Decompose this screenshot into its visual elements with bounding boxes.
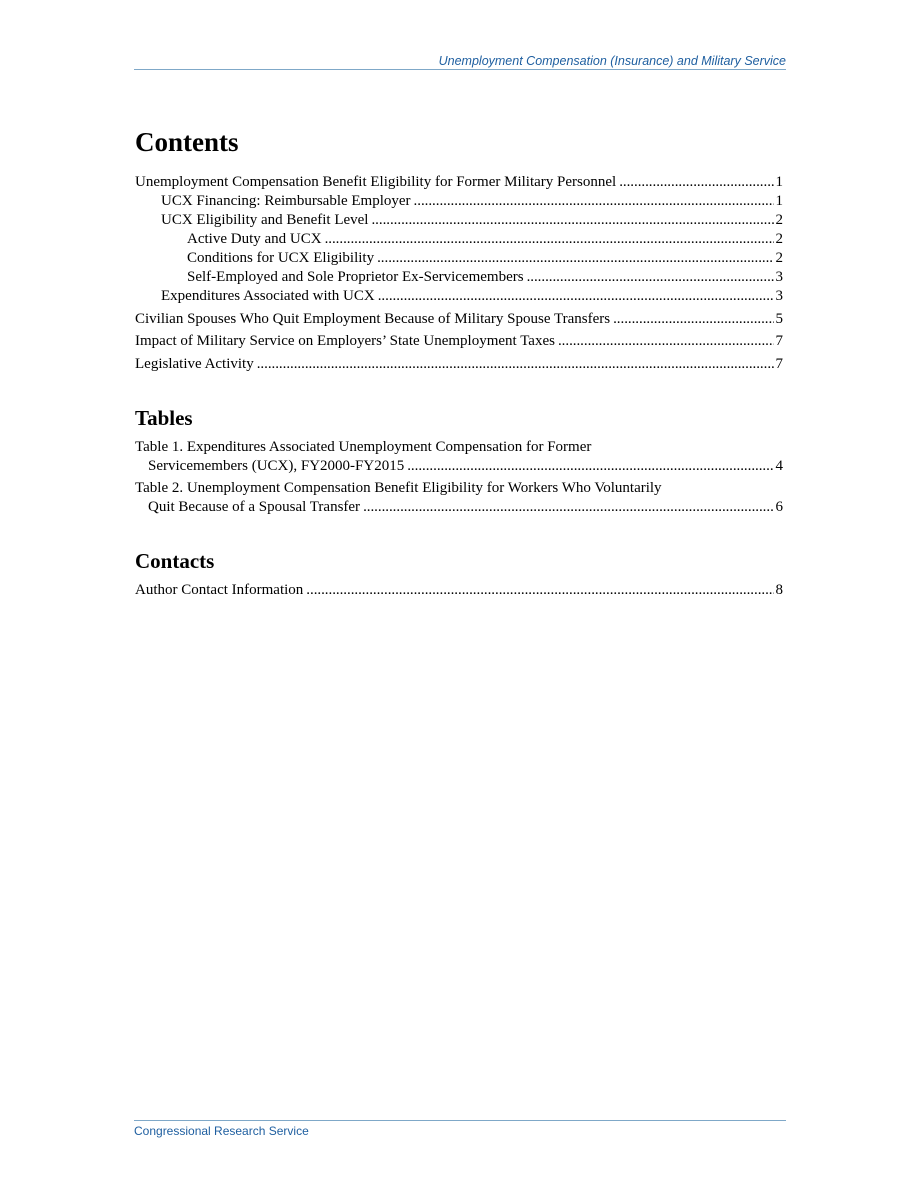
contacts-heading: Contacts — [135, 548, 215, 573]
toc-entry[interactable] — [135, 332, 783, 351]
contacts-section — [135, 547, 783, 600]
toc-entry-page: 1 — [775, 174, 783, 190]
dot-leader — [377, 249, 773, 268]
toc-entry-page: 1 — [775, 193, 783, 209]
toc-entry[interactable] — [135, 173, 783, 192]
table-entry-title-line1: Table 2. Unemployment Compensation Benefit Eligibility for Workers Who Voluntarily — [135, 479, 662, 496]
table-entry-title-text: Servicemembers (UCX), FY2000-FY2015 — [148, 457, 405, 474]
table-list-entry[interactable] — [135, 479, 783, 517]
contents-heading: Contents — [135, 127, 239, 157]
table-entry-title-line2 — [135, 457, 783, 476]
table-entry-title-line1: Table 1. Expenditures Associated Unemployment Compensation for Former — [135, 438, 592, 455]
dot-leader — [371, 211, 773, 230]
dot-leader — [527, 268, 774, 287]
contacts-list — [135, 581, 783, 600]
toc-entry-page: 2 — [775, 250, 783, 266]
toc-entry-page: 2 — [775, 231, 783, 247]
table-list-entry[interactable] — [135, 438, 783, 476]
dot-leader — [407, 457, 773, 476]
contents-list — [135, 173, 783, 374]
dot-leader — [558, 332, 774, 351]
toc-entry[interactable] — [135, 287, 783, 306]
contacts-entry[interactable] — [135, 581, 783, 600]
dot-leader — [306, 581, 773, 600]
toc-entry-page: 3 — [775, 269, 783, 285]
toc-entry-title: Self-Employed and Sole Proprietor Ex-Servicemembers — [187, 269, 524, 285]
page-content — [135, 124, 783, 600]
table-entry-title-text: Quit Because of a Spousal Transfer — [148, 498, 361, 515]
contents-section — [135, 124, 783, 374]
toc-entry-page: 7 — [775, 333, 783, 349]
tables-heading: Tables — [135, 405, 193, 430]
dot-leader — [414, 192, 774, 211]
table-entry-page: 4 — [775, 457, 783, 474]
toc-entry[interactable] — [135, 192, 783, 211]
dot-leader — [619, 173, 773, 192]
tables-section — [135, 404, 783, 517]
toc-entry[interactable] — [135, 355, 783, 374]
dot-leader — [363, 498, 773, 517]
toc-entry-title: Expenditures Associated with UCX — [161, 288, 375, 304]
toc-entry[interactable] — [135, 230, 783, 249]
running-header: Unemployment Compensation (Insurance) and Military Service — [134, 54, 786, 70]
contacts-entry-page: 8 — [775, 581, 783, 598]
toc-entry-title: Civilian Spouses Who Quit Employment Because of Military Spouse Transfers — [135, 310, 611, 327]
toc-entry-page: 3 — [775, 288, 783, 304]
toc-entry-title: UCX Eligibility and Benefit Level — [161, 212, 369, 228]
toc-entry-title: Conditions for UCX Eligibility — [187, 250, 375, 266]
dot-leader — [613, 310, 773, 329]
dot-leader — [325, 230, 774, 249]
toc-entry[interactable] — [135, 310, 783, 329]
toc-entry[interactable] — [135, 249, 783, 268]
contacts-entry-title: Author Contact Information — [135, 581, 304, 598]
toc-entry-page: 5 — [775, 310, 783, 327]
running-footer: Congressional Research Service — [134, 1120, 786, 1138]
table-entry-page: 6 — [775, 498, 783, 515]
dot-leader — [378, 287, 774, 306]
toc-entry-title: Legislative Activity — [135, 355, 254, 372]
toc-entry[interactable] — [135, 268, 783, 287]
toc-entry-title: UCX Financing: Reimbursable Employer — [161, 193, 411, 209]
table-entry-title-line2 — [135, 498, 783, 517]
toc-entry-page: 2 — [775, 212, 783, 228]
toc-entry[interactable] — [135, 211, 783, 230]
dot-leader — [257, 355, 774, 374]
toc-entry-title: Unemployment Compensation Benefit Eligibility for Former Military Personnel — [135, 174, 617, 190]
toc-entry-page: 7 — [775, 355, 783, 372]
toc-entry-title: Impact of Military Service on Employers’ State Unemployment Taxes — [135, 333, 555, 349]
toc-entry-title: Active Duty and UCX — [187, 231, 322, 247]
